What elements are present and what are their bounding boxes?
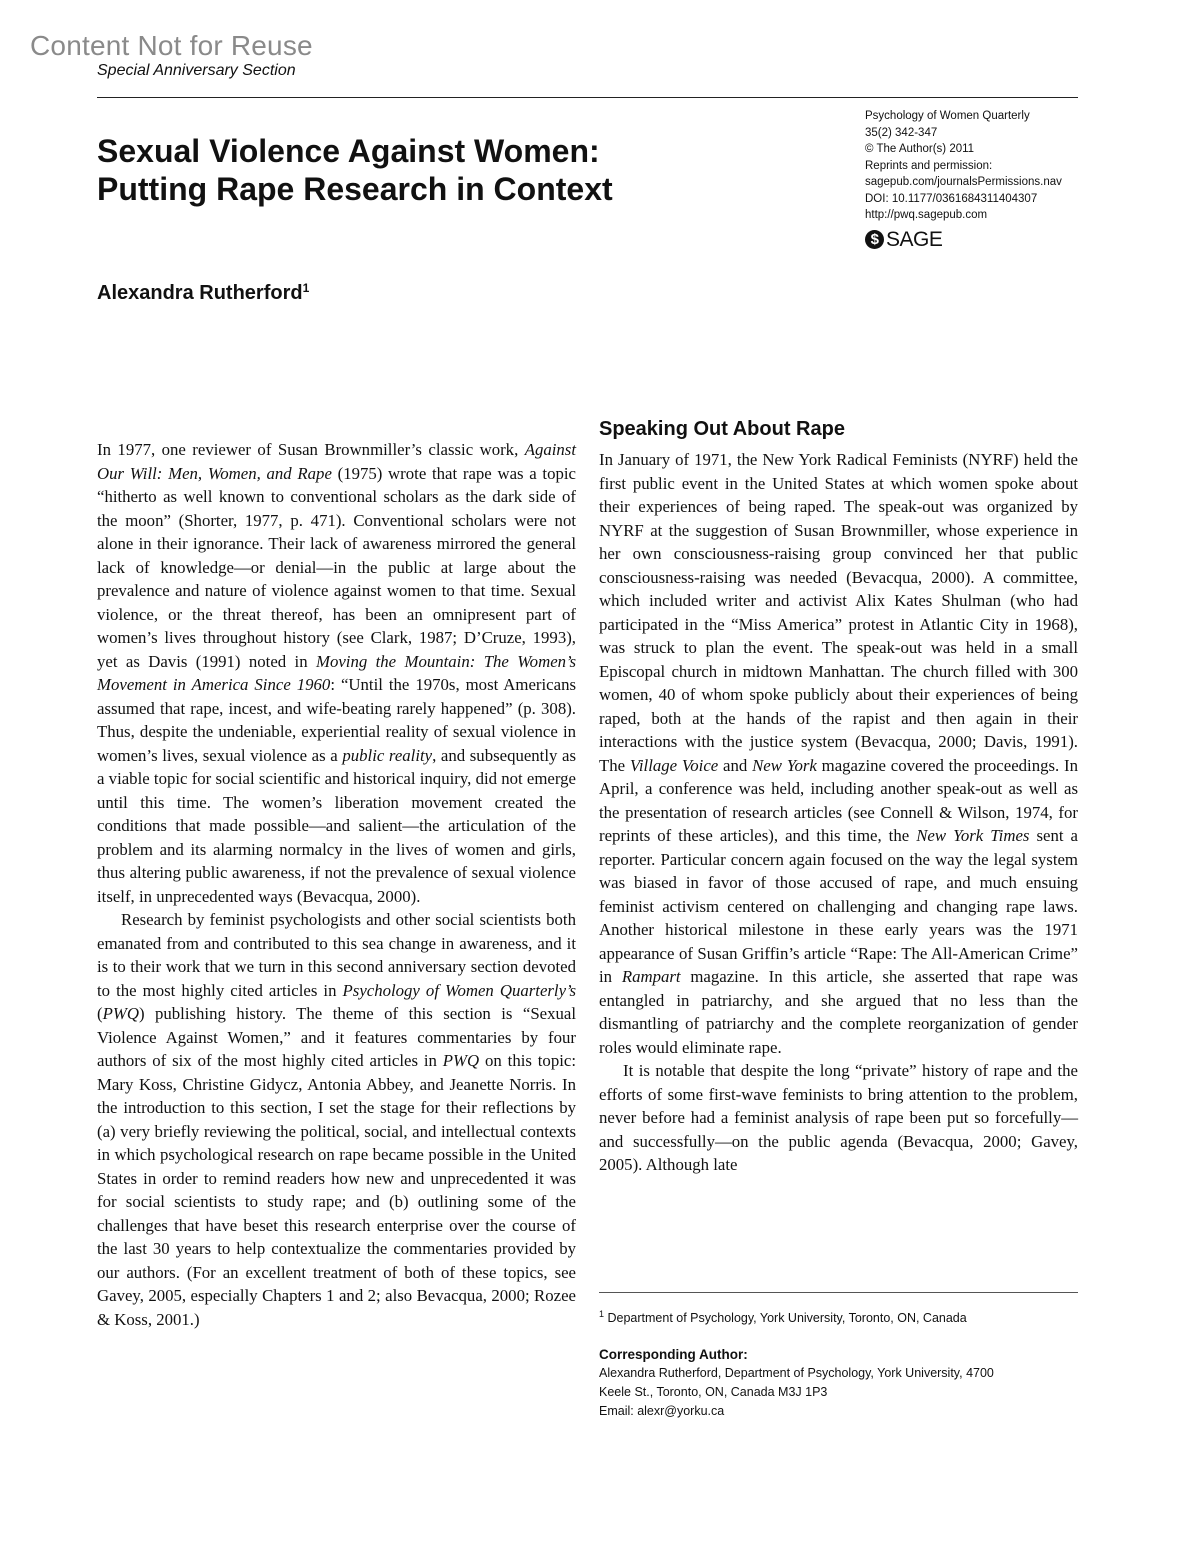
left-column	[97, 438, 576, 1331]
body-paragraph: Research by feminist psychologists and other social scientists both emanated from and contributed to this sea change in awareness, and it is to their work that we turn in this second anniversary section devoted to the most highly cited articles in Psychology of Women Quarterly’s (PWQ) publishing history. The theme of this section is “Sexual Violence Against Women,” and it features commentaries by four authors of six of the most highly cited articles in PWQ on this topic: Mary Koss, Christine Gidycz, Antonia Abbey, and Jeanette Norris. In the introduction to this section, I set the stage for their reflections by (a) very briefly reviewing the political, social, and intellectual contexts in which psychological research on rape became possible in the United States in order to remind readers how new and unprecedented it was for social scientists to study rape; and (b) outlining some of the challenges that have beset this research enterprise over the course of the last 30 years to help contextualize the commentaries provided by our authors. (For an excellent treatment of both of these topics, see Gavey, 2005, especially Chapters 1 and 2; also Bevacqua, 2000; Rozee & Koss, 2001.)	[97, 910, 576, 1329]
author-name: Alexandra Rutherford	[97, 282, 303, 304]
corresponding-address-line-2: Keele St., Toronto, ON, Canada M3J 1P3	[599, 1385, 828, 1399]
journal-name: Psychology of Women Quarterly	[865, 110, 1030, 122]
right-column	[599, 416, 1078, 1177]
reprints-label: Reprints and permission:	[865, 159, 993, 172]
sage-logo-icon: $	[865, 230, 884, 249]
author-affiliation-mark: 1	[302, 281, 310, 295]
reprints-link[interactable]: sagepub.com/journalsPermissions.nav	[865, 176, 1062, 188]
footnote-mark: 1	[599, 1309, 605, 1319]
affiliation-footnote	[599, 1305, 1089, 1328]
affiliation-text: Department of Psychology, York University, Toronto, ON, Canada	[607, 1311, 967, 1325]
article-title-line-1: Sexual Violence Against Women:	[97, 133, 600, 169]
article-title	[97, 132, 817, 208]
watermark: Content Not for Reuse	[30, 30, 313, 61]
footnote-rule	[599, 1292, 1078, 1293]
section-heading: Speaking Out About Rape	[599, 418, 845, 440]
journal-volume: 35(2) 342-347	[865, 126, 938, 139]
sage-logo	[865, 229, 1100, 251]
section-label: Special Anniversary Section	[97, 62, 296, 79]
body-paragraph: In January of 1971, the New York Radical Feminists (NYRF) held the first public event in the United States at which women spoke about their experiences of being raped. The speak-out was organized by NYRF at the suggestion of Susan Brownmiller, whose experience in her own consciousness-raising group convinced her that public consciousness-raising was needed (Bevacqua, 2000). A committee, which included writer and activist Alix Kates Shulman (who had participated in the “Miss America” protest in Atlantic City in 1968), was struck to plan the event. The speak-out was held in a small Episcopal church in midtown Manhattan. The church filled with 300 women, 40 of whom spoke publicly about their experiences of being raped, both at the hands of the rapist and then again in their interactions with the justice system (Bevacqua, 2000; Davis, 1991). The Village Voice and New York magazine covered the proceedings. In April, a conference was held, including another speak-out as well as the presentation of research articles (see Connell & Wilson, 1974, for reprints of these articles), and this time, the New York Times sent a reporter. Particular concern again focused on the way the legal system was biased in favor of those accused of rape, and much ensuing feminist activism centered on challenging and changing rape laws. Another historical milestone in these early years was the 1971 appearance of Susan Griffin’s article “Rape: The All-American Crime” in Rampart magazine. In this article, she asserted that rape was entangled in patriarchy, and she argued that no less than the dismantling of patriarchy and the complete reorganization of gender roles would eliminate rape.	[599, 450, 1079, 1057]
doi[interactable]: DOI: 10.1177/0361684311404307	[865, 192, 1038, 205]
corresponding-author	[599, 1345, 1089, 1421]
email-link[interactable]: Email: alexr@yorku.ca	[599, 1404, 725, 1418]
copyright: © The Author(s) 2011	[865, 143, 975, 155]
sage-logo-text: SAGE	[886, 227, 943, 251]
author-line	[97, 281, 309, 305]
article-title-line-2: Putting Rape Research in Context	[97, 171, 613, 207]
body-paragraph: It is notable that despite the long “private” history of rape and the efforts of some first-wave feminists to bring attention to the problem, never before had a feminist analysis of rape been put so forcefully—and successfully—on the public agenda (Bevacqua, 2000; Gavey, 2005). Although late	[599, 1061, 1078, 1174]
corresponding-title: Corresponding Author:	[599, 1347, 748, 1362]
header-rule	[97, 97, 1078, 98]
footnotes	[599, 1305, 1089, 1421]
corresponding-address-line-1: Alexandra Rutherford, Department of Psychology, York University, 4700	[599, 1366, 994, 1380]
journal-meta	[865, 108, 1100, 251]
body-paragraph: In 1977, one reviewer of Susan Brownmiller’s classic work, Against Our Will: Men, Women, and Rape (1975) wrote that rape was a topic “hitherto as well known to conventional scholars as the dark side of the moon” (Shorter, 1977, p. 471). Conventional scholars were not alone in their ignorance. Their lack of awareness mirrored the general lack of knowledge—or denial—in the public at large about the prevalence and nature of violence against women to that time. Sexual violence, or the threat thereof, has been an omnipresent part of women’s lives throughout history (see Clark, 1987; D’Cruze, 1993), yet as Davis (1991) noted in Moving the Mountain: The Women’s Movement in America Since 1960: “Until the 1970s, most Americans assumed that rape, incest, and wife-beating rarely happened” (p. 308). Thus, despite the undeniable, experiential reality of sexual violence in women’s lives, sexual violence as a public reality, and subsequently as a viable topic for social scientific and historical inquiry, did not emerge until this time. The women’s liberation movement created the conditions that made possible—and salient—the articulation of the problem and its alarming normalcy in the lives of women and girls, thus altering public awareness, if not the prevalence of sexual violence itself, in unprecedented ways (Bevacqua, 2000).	[97, 440, 577, 906]
journal-url[interactable]: http://pwq.sagepub.com	[865, 209, 988, 221]
